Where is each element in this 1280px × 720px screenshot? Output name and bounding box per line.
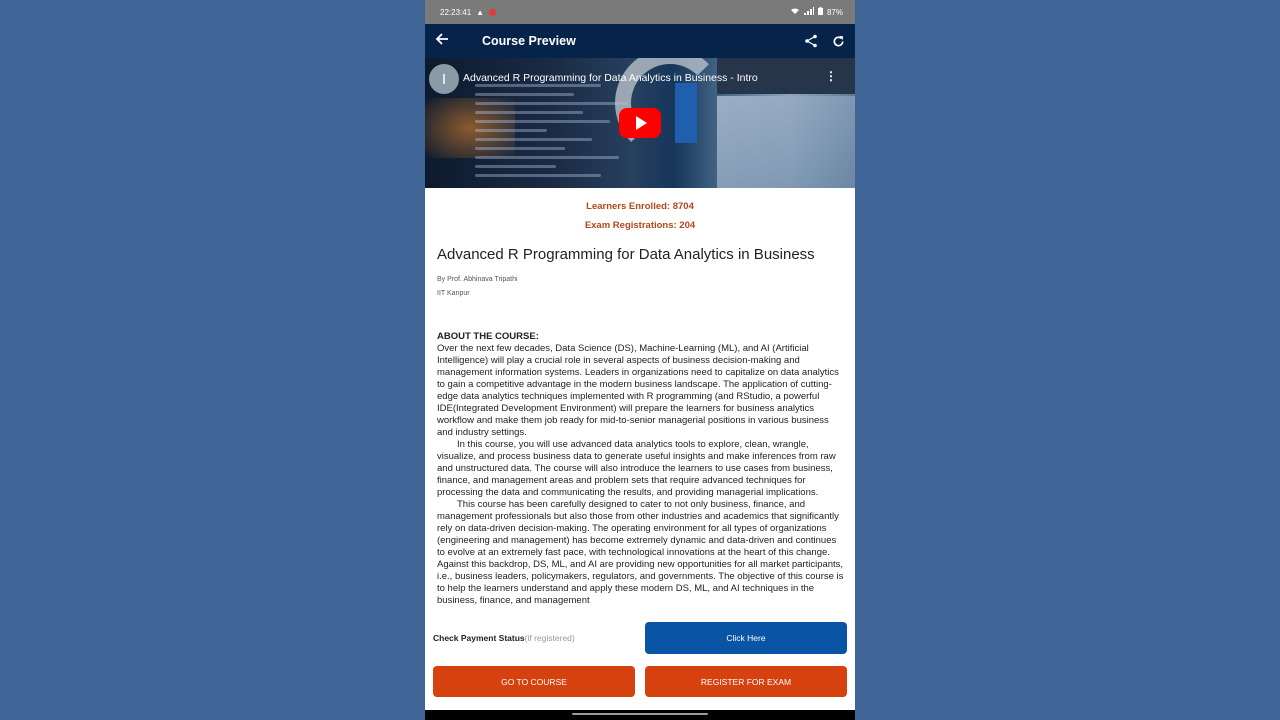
channel-avatar[interactable]: I bbox=[429, 64, 459, 94]
battery-icon bbox=[818, 7, 823, 17]
register-exam-button[interactable]: REGISTER FOR EXAM bbox=[645, 666, 847, 697]
about-course-section[interactable] bbox=[437, 331, 845, 611]
about-paragraph: This course has been carefully designed to cater to not only business, finance, and management professionals but also those from other industries and academics that significantly rely on data-driven decision-making. The operating environment for all types of organizations (engineering and management) has become extremely dynamic and data-driven and continues to evolve at an extremely fast pace, with technological innovations at the heart of this change. Against this backdrop, DS, ML, and AI are providing new opportunities for all market participants, i.e., business leaders, policymakers, regulators, and governments. The objective of this course is to help the learners understand and apply these modern DS, ML, and AI techniques in the business, finance, and management bbox=[437, 499, 844, 606]
phone-screen bbox=[425, 0, 855, 720]
r-logo-stem bbox=[675, 83, 697, 143]
system-nav-bar bbox=[425, 710, 855, 720]
action-buttons bbox=[433, 666, 847, 697]
payment-hint: (if registered) bbox=[524, 633, 575, 643]
video-player[interactable] bbox=[425, 58, 855, 188]
battery-level: 87% bbox=[826, 7, 843, 17]
about-paragraph: In this course, you will use advanced data analytics tools to explore, clean, wrangle, visualize, and process business data to generate useful insights and make inferences from raw and unstructured data. The course will also introduce the learners to use cases from business, finance, and management areas and problem sets that require advanced techniques for processing the data and communicating the results, and providing managerial implications. bbox=[437, 439, 836, 498]
learners-enrolled: Learners Enrolled: 8704 bbox=[586, 201, 694, 212]
course-stats bbox=[425, 200, 855, 238]
more-options-icon[interactable]: ⋮ bbox=[825, 69, 837, 83]
about-paragraph: Over the next few decades, Data Science (DS), Machine-Learning (ML), and AI (Artificial Intelligence) will play a crucial role in several aspects of business decision-making and management information systems. Leaders in organizations need to capitalize on data analytics to gain a competitive advantage in the modern business landscape. The application of cutting-edge data analytics techniques implemented with R programming (and RStudio, a powerful IDE(Integrated Development Environment) will prepare the learners for business analytics workflow and make them job ready for mid-to-senior managerial positions in various business and industry settings. bbox=[437, 343, 839, 438]
status-bar bbox=[425, 0, 855, 24]
refresh-icon[interactable] bbox=[832, 35, 845, 48]
thumbnail-dashboard bbox=[717, 96, 855, 188]
notification-icon bbox=[489, 9, 496, 16]
payment-label-text: Check Payment Status bbox=[433, 633, 525, 643]
warning-icon: ▲ bbox=[476, 7, 485, 17]
course-meta bbox=[437, 273, 843, 301]
video-title[interactable]: Advanced R Programming for Data Analytics in Business - Intro bbox=[463, 72, 758, 84]
back-arrow-icon[interactable] bbox=[435, 31, 463, 51]
app-bar bbox=[425, 24, 855, 58]
instructor-name: By Prof. Abhinava Tripathi bbox=[437, 276, 518, 283]
status-time: 22:23:41 bbox=[440, 7, 472, 17]
home-gesture-handle[interactable] bbox=[572, 713, 708, 715]
payment-status-row bbox=[433, 622, 847, 654]
play-button[interactable] bbox=[619, 108, 661, 138]
about-heading: ABOUT THE COURSE: bbox=[437, 331, 539, 342]
wifi-icon bbox=[790, 7, 800, 17]
check-payment-button[interactable]: Click Here bbox=[645, 622, 847, 654]
payment-status-label bbox=[433, 633, 575, 643]
share-icon[interactable] bbox=[804, 34, 818, 48]
signal-icon bbox=[804, 7, 814, 17]
exam-registrations: Exam Registrations: 204 bbox=[584, 220, 696, 231]
go-to-course-button[interactable]: GO TO COURSE bbox=[433, 666, 635, 697]
institute-name: IIT Kanpur bbox=[437, 290, 470, 297]
page-title: Course Preview bbox=[482, 34, 576, 48]
play-icon bbox=[636, 116, 647, 130]
course-title: Advanced R Programming for Data Analytics in Business bbox=[437, 246, 815, 263]
